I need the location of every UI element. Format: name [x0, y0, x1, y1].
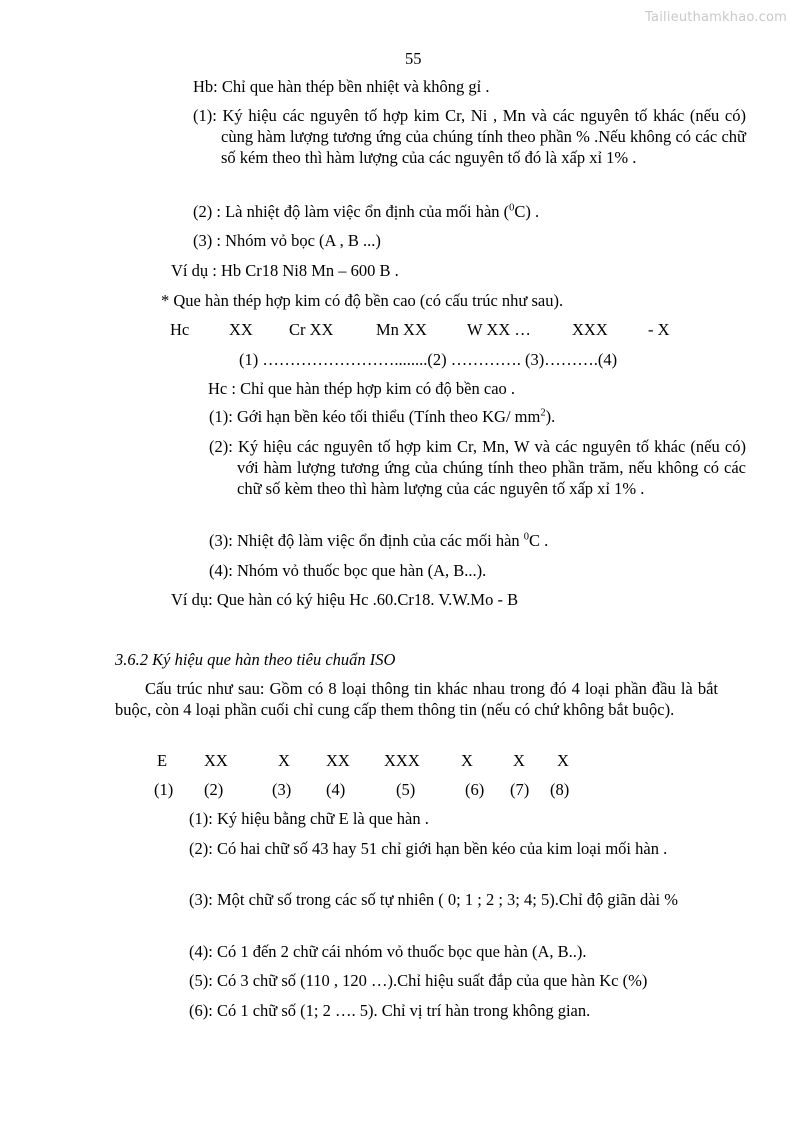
hc-item-4: (4): Nhóm vỏ thuốc bọc que hàn (A, B...). — [209, 561, 487, 580]
iso-item-2: (2): Có hai chữ số 43 hay 51 chỉ giới hạn bền kéo của kim loại mối hàn . — [189, 839, 668, 858]
iso-index: (5) — [396, 780, 416, 799]
iso-code: X — [278, 751, 290, 770]
hc-structure-code: Mn XX — [376, 320, 427, 339]
iso-index: (1) — [154, 780, 174, 799]
iso-code: XX — [326, 751, 350, 770]
iso-code: XX — [204, 751, 228, 770]
iso-index: (3) — [272, 780, 292, 799]
iso-intro: Cấu trúc như sau: Gồm có 8 loại thông tin khác nhau trong đó 4 loại phần đầu là bắt buộc, còn 4 loại phần cuối chỉ cung cấp them thông tin (nếu có chứ không bắt buộc). — [115, 679, 718, 719]
hc-example: Ví dụ: Que hàn có ký hiệu Hc .60.Cr18. V.W.Mo - B — [171, 590, 519, 609]
hc-intro: * Que hàn thép hợp kim có độ bền cao (có cấu trúc như sau). — [161, 291, 564, 310]
iso-index: (2) — [204, 780, 224, 799]
iso-item-3: (3): Một chữ số trong các số tự nhiên ( 0; 1 ; 2 ; 3; 4; 5).Chỉ độ giãn dài % — [189, 890, 678, 909]
iso-index: (8) — [550, 780, 570, 799]
hc-structure-code: XX — [229, 320, 253, 339]
hc-structure-code: - X — [648, 320, 670, 339]
iso-index: (6) — [465, 780, 485, 799]
iso-code: XXX — [384, 751, 420, 770]
iso-index: (7) — [510, 780, 530, 799]
hc-item-2: (2): Ký hiệu các nguyên tố hợp kim Cr, Mn, W và các nguyên tố khác (nếu có) với hàm lượng tương ứng của chúng tính theo phần trăm, nếu không có các chữ số kèm theo thì hàm lượng của các nguyên tố xấp xỉ 1% . — [209, 437, 746, 498]
hb-item-3: (3) : Nhóm vỏ bọc (A , B ...) — [193, 231, 381, 250]
hc-item-1: (1): Gới hạn bền kéo tối thiểu (Tính theo KG/ $mm^2$). — [209, 407, 556, 426]
iso-code: X — [513, 751, 525, 770]
hb-title: Hb: Chỉ que hàn thép bền nhiệt và không gỉ . — [193, 77, 490, 96]
hc-structure-code: XXX — [572, 320, 608, 339]
hc-item-3: (3): Nhiệt độ làm việc ổn định của các mối hàn $^0$C . — [209, 531, 549, 550]
section-heading-iso: 3.6.2 Ký hiệu que hàn theo tiêu chuẩn ISO — [115, 650, 396, 669]
hb-item-2: (2) : Là nhiệt độ làm việc ổn định của mối hàn ($^0$C) . — [193, 202, 540, 221]
iso-item-1: (1): Ký hiệu bằng chữ E là que hàn . — [189, 809, 429, 828]
iso-item-5: (5): Có 3 chữ số (110 , 120 …).Chỉ hiệu suất đắp của que hàn Kc (%) — [189, 971, 648, 990]
hc-title: Hc : Chỉ que hàn thép hợp kim có độ bền cao . — [208, 379, 516, 398]
hb-example: Ví dụ : Hb Cr18 Ni8 Mn – 600 B . — [171, 261, 399, 280]
page-number: 55 — [405, 49, 422, 68]
iso-code: E — [157, 751, 168, 770]
watermark: Tailieuthamkhao.com — [645, 10, 787, 25]
iso-index: (4) — [326, 780, 346, 799]
hc-structure-code: Cr XX — [289, 320, 334, 339]
iso-code: X — [557, 751, 569, 770]
iso-item-6: (6): Có 1 chữ số (1; 2 …. 5). Chỉ vị trí hàn trong không gian. — [189, 1001, 591, 1020]
iso-item-4: (4): Có 1 đến 2 chữ cái nhóm vỏ thuốc bọc que hàn (A, B..). — [189, 942, 587, 961]
hc-structure-code: Hc — [170, 320, 190, 339]
iso-code: X — [461, 751, 473, 770]
hb-item-1: (1): Ký hiệu các nguyên tố hợp kim Cr, Ni , Mn và các nguyên tố khác (nếu có) cùng hàm lượng tương ứng của chúng tính theo phần % .Nếu không có các chữ số kém theo thì hàm lượng của các nguyên tố đó là xấp xỉ 1% . — [193, 106, 746, 167]
hc-structure-code: W XX … — [467, 320, 531, 339]
hc-positions: (1) ……………………........(2) …………. (3)……….(4) — [239, 350, 618, 369]
